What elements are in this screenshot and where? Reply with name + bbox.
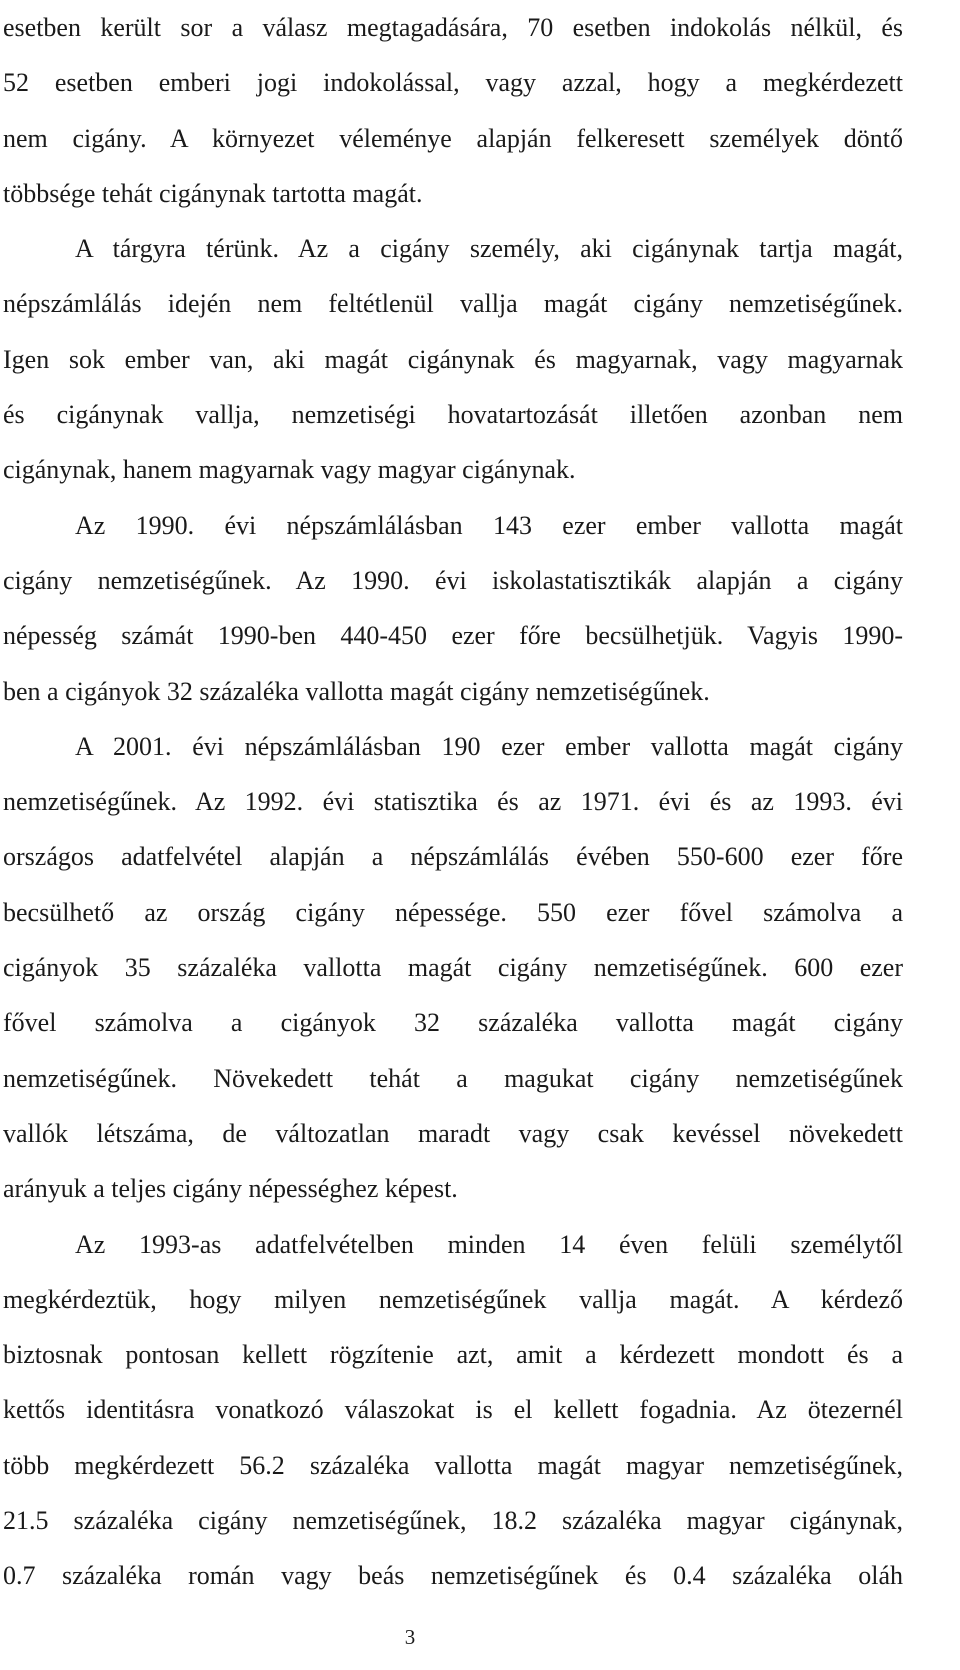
text-line: cigánynak, hanem magyarnak vagy magyar cigánynak.	[3, 455, 576, 485]
text-line: cigány nemzetiségűnek. Az 1990. évi iskolastatisztikák alapján a cigány	[3, 565, 903, 595]
body-text	[3, 0, 903, 1604]
text-line: nemzetiségűnek. Az 1992. évi statisztika és az 1971. évi és az 1993. évi	[3, 787, 903, 817]
text-line: kettős identitásra vonatkozó válaszokat is el kellett fogadnia. Az ötezernél	[3, 1395, 903, 1425]
text-line: ben a cigányok 32 százaléka vallotta magát cigány nemzetiségűnek.	[3, 676, 710, 706]
text-line: nem cigány. A környezet véleménye alapján felkeresett személyek döntő	[3, 123, 903, 153]
text-line: nemzetiségűnek. Növekedett tehát a magukat cigány nemzetiségűnek	[3, 1063, 903, 1093]
text-line: vallók létszáma, de változatlan maradt vagy csak kevéssel növekedett	[3, 1118, 903, 1148]
text-line: Az 1993-as adatfelvételben minden 14 éven felüli személytől	[75, 1229, 903, 1259]
text-line: biztosnak pontosan kellett rögzítenie azt, amit a kérdezett mondott és a	[3, 1340, 903, 1370]
text-line: esetben került sor a válasz megtagadására, 70 esetben indokolás nélkül, és	[3, 13, 903, 42]
paragraph	[3, 719, 903, 1217]
text-line: Az 1990. évi népszámlálásban 143 ezer ember vallotta magát	[75, 510, 903, 540]
page-number: 3	[404, 1625, 416, 1649]
text-line: országos adatfelvétel alapján a népszámlálás évében 550-600 ezer főre	[3, 842, 903, 872]
paragraph	[3, 1217, 903, 1604]
text-line: Igen sok ember van, aki magát cigánynak és magyarnak, vagy magyarnak	[3, 344, 903, 374]
text-line: népesség számát 1990-ben 440-450 ezer főre becsülhetjük. Vagyis 1990-	[3, 621, 903, 651]
text-line: és cigánynak vallja, nemzetiségi hovatartozását illetően azonban nem	[3, 400, 903, 430]
text-line: arányuk a teljes cigány népességhez képest.	[3, 1174, 458, 1204]
text-line: többsége tehát cigánynak tartotta magát.	[3, 178, 423, 208]
text-line: A 2001. évi népszámlálásban 190 ezer ember vallotta magát cigány	[75, 731, 903, 761]
text-line: 52 esetben emberi jogi indokolással, vagy azzal, hogy a megkérdezett	[3, 68, 903, 98]
text-line: cigányok 35 százaléka vallotta magát cigány nemzetiségűnek. 600 ezer	[3, 953, 903, 983]
text-line: 0.7 százaléka román vagy beás nemzetiségűnek és 0.4 százaléka oláh	[3, 1561, 903, 1591]
paragraph	[3, 221, 903, 497]
paragraph	[3, 0, 903, 221]
text-line: népszámlálás idején nem feltétlenül vallja magát cigány nemzetiségűnek.	[3, 289, 903, 319]
text-line: megkérdeztük, hogy milyen nemzetiségűnek vallja magát. A kérdező	[3, 1284, 903, 1314]
paragraph	[3, 498, 903, 719]
text-line: fővel számolva a cigányok 32 százaléka vallotta magát cigány	[3, 1008, 903, 1038]
text-line: becsülhető az ország cigány népessége. 550 ezer fővel számolva a	[3, 897, 903, 927]
text-line: A tárgyra térünk. Az a cigány személy, aki cigánynak tartja magát,	[75, 234, 903, 264]
text-line: 21.5 százaléka cigány nemzetiségűnek, 18.2 százaléka magyar cigánynak,	[3, 1506, 903, 1536]
text-line: több megkérdezett 56.2 százaléka vallotta magát magyar nemzetiségűnek,	[3, 1450, 903, 1480]
